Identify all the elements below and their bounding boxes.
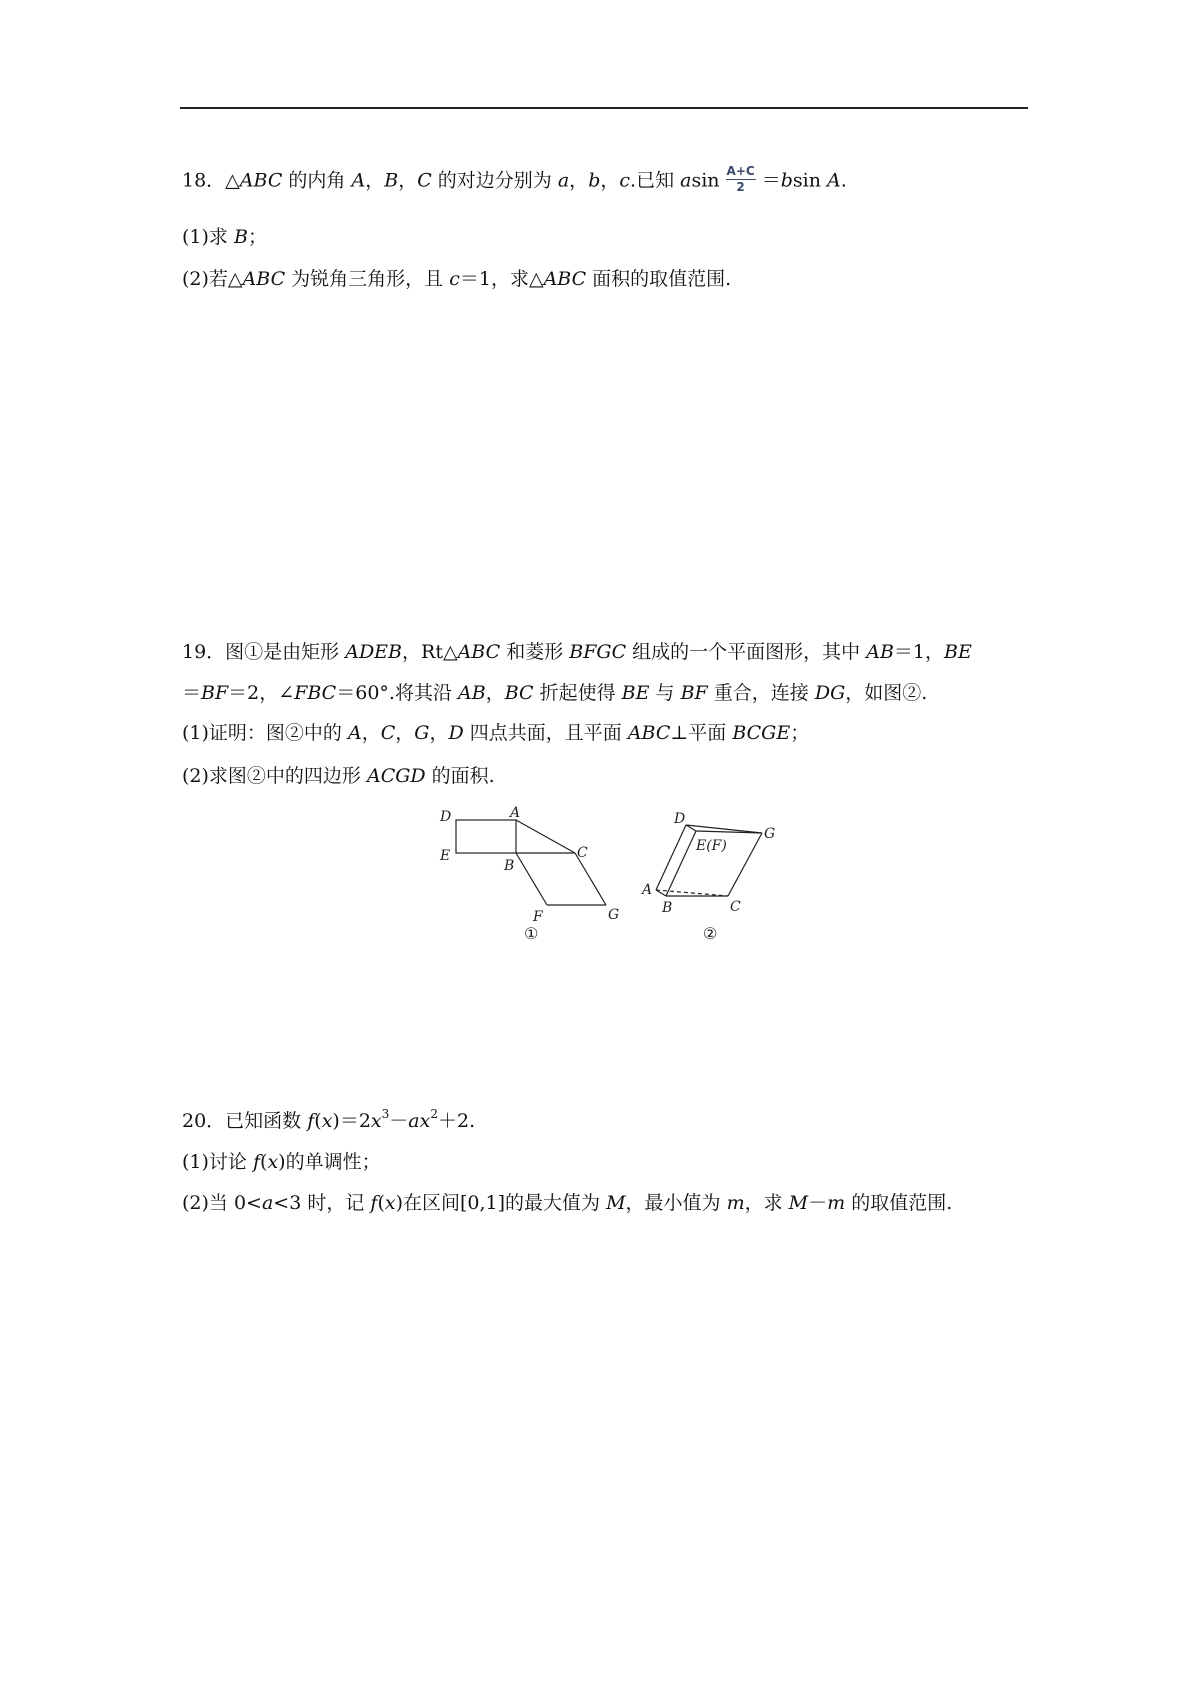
q19-figures <box>430 805 800 945</box>
q18-part2: (2)若△ABC 为锐角三角形，且 c＝1，求△ABC 面积的取值范围. <box>182 268 732 290</box>
q20-stem: 20．已知函数 $f(x)=2x^3-ax^2+2$. <box>182 1107 476 1132</box>
edge-AC <box>516 820 575 853</box>
fig2-label-B: B <box>662 900 673 916</box>
fig2-label-C: C <box>730 899 741 915</box>
q19-figures-svg <box>430 805 800 945</box>
fig1-label-A: A <box>510 805 521 821</box>
q19-part2: (2)求图②中的四边形 ACGD 的面积. <box>182 765 495 787</box>
q19-part1: (1)证明：图②中的 A，C，G，D 四点共面，且平面 ABC⊥平面 BCGE； <box>182 722 810 744</box>
q20-part2: (2)当 0<a<3 时，记 f(x)在区间[0,1]的最大值为 M，最小值为 m，求 M－m 的取值范围. <box>182 1192 953 1214</box>
rectangle-ADEB <box>456 820 516 853</box>
fig2-label-G: G <box>764 826 776 842</box>
q18-stem: 18．△ABC 的内角 A，B，C 的对边分别为 a，b，c.已知 asin $\frac{A+C}{2}$ ＝bsin A. <box>182 164 847 194</box>
q18-part1: (1)求 B； <box>182 226 267 248</box>
figure-1-planar <box>456 820 606 905</box>
figure-2-folded <box>656 825 762 896</box>
fig2-label-EF: E(F) <box>696 838 727 854</box>
q20-part1: (1)讨论 f(x)的单调性； <box>182 1151 381 1173</box>
fig2-label-A: A <box>642 882 653 898</box>
fig2-label-D: D <box>674 811 686 827</box>
edge-GC <box>728 833 762 896</box>
fig2-caption: ② <box>703 924 718 943</box>
fig1-label-F: F <box>533 909 543 925</box>
edge-DA <box>656 825 686 890</box>
fig1-caption: ① <box>524 924 539 943</box>
fig1-label-G: G <box>608 907 620 923</box>
q19-stem-line1: 19．图①是由矩形 ADEB，Rt△ABC 和菱形 BFGC 组成的一个平面图形，其中 AB＝1，BE <box>182 641 972 663</box>
edge-EB <box>666 831 696 896</box>
fig1-label-C: C <box>577 845 588 861</box>
fig1-label-D: D <box>440 809 452 825</box>
header-rule <box>180 107 1028 109</box>
fig1-label-E: E <box>440 848 451 864</box>
q19-stem-line2: ＝BF＝2，∠FBC＝60°.将其沿 AB，BC 折起使得 BE 与 BF 重合，连接 DG，如图②. <box>182 682 928 704</box>
fraction-a-plus-c-over-2: $\frac{A+C}{2}$ <box>726 164 755 194</box>
edge-BF <box>516 853 547 905</box>
fig1-label-B: B <box>504 858 515 874</box>
